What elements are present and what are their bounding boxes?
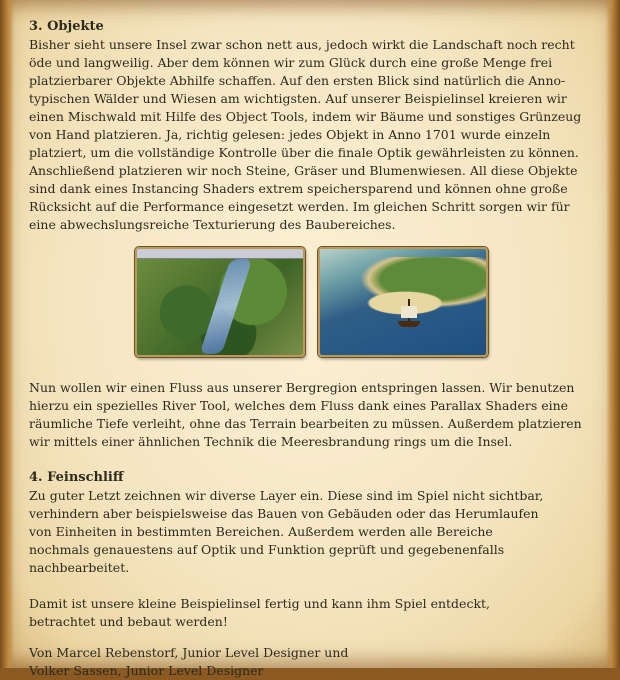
feinschliff-line: nochmals genauestens auf Optik und Funktion geprüft und gegebenenfalls [29,542,505,557]
feinschliff-line: von Einheiten in bestimmten Bereichen. Außerdem werden alle Bereiche [29,524,493,539]
closing-line: betrachtet und bebaut werden! [29,614,228,629]
section-heading-feinschliff: 4. Feinschliff [29,470,124,485]
island-screenshot-thumbnail[interactable] [318,247,488,357]
left-border [0,0,14,668]
article-content [29,18,585,680]
author-line: Volker Sassen, Junior Level Designer [29,663,264,678]
feinschliff-line: nachbearbeitet. [29,560,130,575]
section-objekte-text: Bisher sieht unsere Insel zwar schon nett aus, jedoch wirkt die Landschaft noch recht öde und langweilig. Aber dem können wir zum Glück durch eine große Menge frei platzierbarer Objekte Abhilfe schaffen. Auf den ersten Blick sind natürlich die Anno-typischen Wälder und Wiesen am wichtigsten. Auf unserer Beispielinsel kreieren wir einen Mischwald mit Hilfe des Object Tools, indem wir Bäume und sonstiges Grünzeug von Hand platzieren. Ja, richtig gelesen: jedes Objekt in Anno 1701 wurde einzeln platziert, um die vollständige Kontrolle über die finale Optik gewährleisten zu können. Anschließend platzieren wir noch Steine, Gräser und Blumenwiesen. All diese Objekte sind dank eines Instancing Shaders extrem speichersparend und können ohne große Rücksicht auf die Performance eingesetzt werden. Im gleichen Schritt sorgen wir für eine abwechslungsreiche Texturierung des Baubereiches. [29,37,582,232]
right-border [606,0,620,668]
editor-screenshot-thumbnail[interactable] [135,247,305,357]
feinschliff-line: verhindern aber beispielsweise das Bauen von Gebäuden oder das Herumlaufen [29,506,539,521]
author-line: Von Marcel Rebenstorf, Junior Level Designer und [29,645,349,660]
feinschliff-line: Zu guter Letzt zeichnen wir diverse Layer ein. Diese sind im Spiel nicht sichtbar, [29,488,544,503]
screenshot-gallery [29,247,585,357]
section-heading-objekte: 3. Objekte [29,19,104,34]
editor-toolbar-image [137,249,303,259]
river-text: Nun wollen wir einen Fluss aus unserer Bergregion entspringen lassen. Wir benutzen hierzu ein spezielles River Tool, welches dem Fluss dank eines Parallax Shaders eine räumliche Tiefe verleiht, ohne das Terrain bearbeiten zu müssen. Außerdem platzieren wir mittels einer ähnlichen Technik die Meeresbrandung rings um die Insel. [29,380,582,449]
ship-icon [398,299,420,327]
closing-line: Damit ist unsere kleine Beispielinsel fertig und kann ihm Spiel entdeckt, [29,596,491,611]
